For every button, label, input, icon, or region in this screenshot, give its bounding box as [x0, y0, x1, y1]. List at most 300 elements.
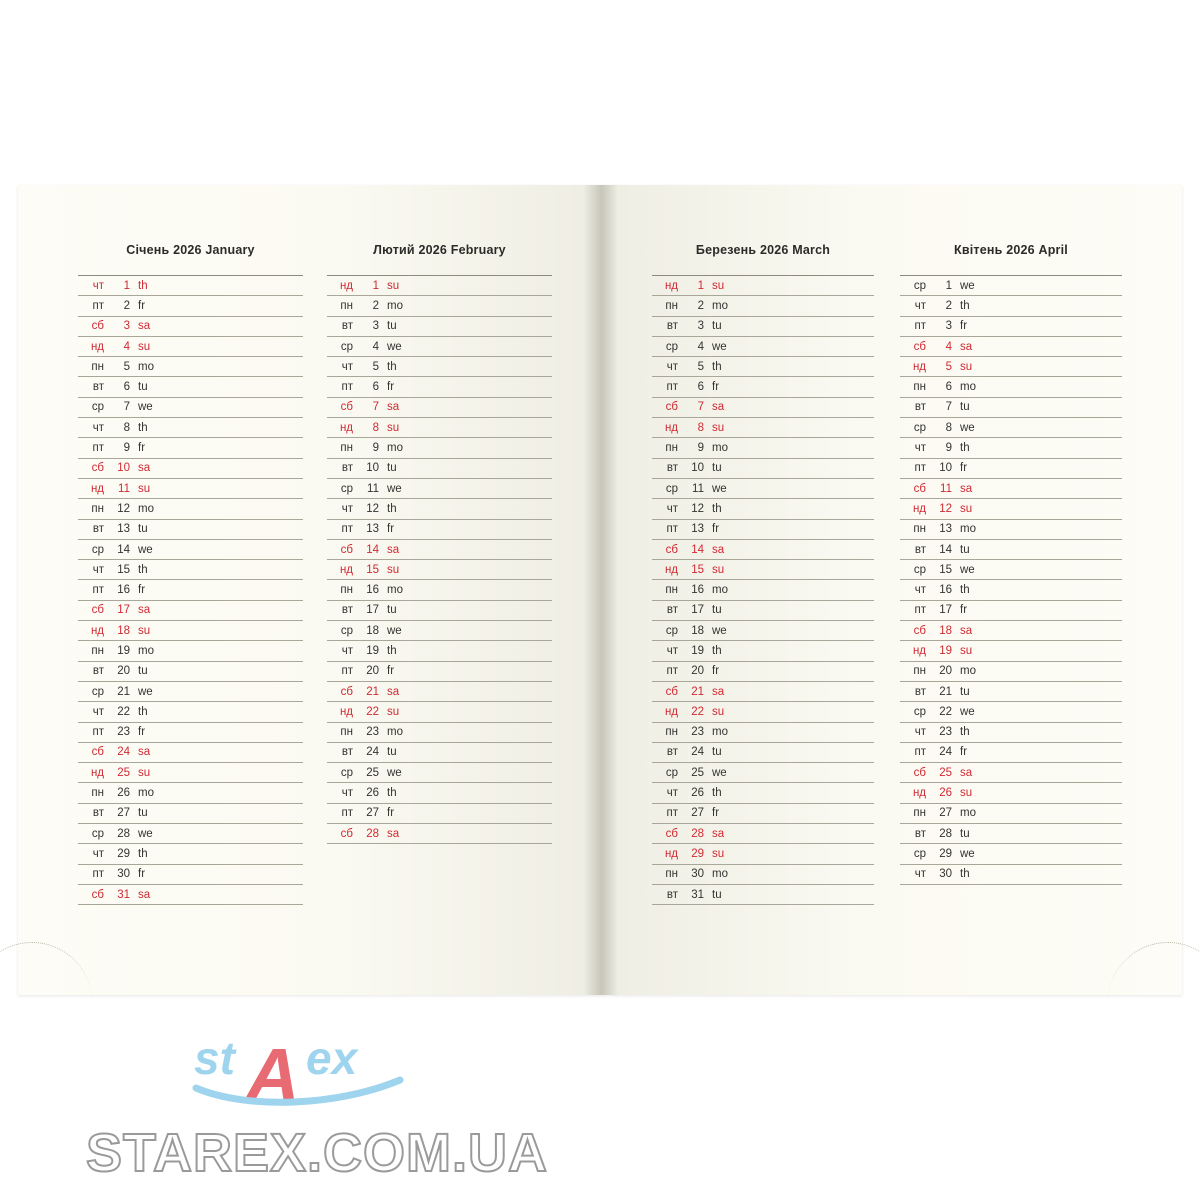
day-row — [900, 418, 1122, 438]
day-row — [327, 377, 552, 397]
day-weekday-ua: ср — [91, 543, 104, 556]
day-weekday-ua: чт — [92, 421, 104, 434]
day-weekday-en: mo — [138, 787, 154, 800]
day-row — [652, 520, 874, 540]
day-number: 13 — [939, 523, 952, 536]
day-number: 23 — [117, 726, 130, 739]
day-weekday-ua: вт — [341, 604, 353, 617]
day-weekday-en: mo — [960, 807, 976, 820]
day-number: 11 — [118, 482, 130, 495]
day-weekday-ua: вт — [92, 665, 104, 678]
day-row — [652, 357, 874, 377]
day-weekday-en: fr — [138, 442, 146, 455]
day-weekday-en: fr — [387, 807, 395, 820]
day-weekday-ua: пт — [92, 442, 104, 455]
day-weekday-ua: вт — [666, 320, 678, 333]
day-number: 9 — [123, 442, 130, 455]
day-number: 28 — [366, 827, 379, 840]
day-row — [327, 580, 552, 600]
day-weekday-ua: пт — [341, 523, 353, 536]
day-row — [78, 276, 303, 296]
day-weekday-en: sa — [712, 401, 725, 414]
day-list-march — [652, 275, 874, 905]
day-row — [652, 601, 874, 621]
day-weekday-ua: чт — [92, 279, 104, 292]
day-weekday-ua: нд — [664, 563, 678, 576]
day-number: 5 — [123, 360, 130, 373]
day-weekday-en: th — [960, 584, 970, 597]
day-weekday-ua: пн — [91, 360, 104, 373]
day-row — [327, 743, 552, 763]
day-number: 16 — [939, 584, 952, 597]
day-weekday-en: sa — [138, 888, 151, 901]
day-number: 1 — [123, 279, 130, 292]
day-weekday-ua: ср — [91, 685, 104, 698]
day-row — [327, 783, 552, 803]
day-weekday-ua: нд — [339, 705, 353, 718]
day-number: 22 — [366, 705, 379, 718]
day-weekday-en: su — [960, 502, 973, 515]
day-number: 24 — [117, 746, 130, 759]
day-number: 3 — [372, 320, 379, 333]
day-weekday-en: tu — [960, 685, 970, 698]
day-number: 8 — [697, 421, 704, 434]
month-column-april — [886, 243, 1182, 943]
day-number: 17 — [117, 604, 130, 617]
day-number: 9 — [945, 442, 952, 455]
day-weekday-en: we — [138, 401, 153, 414]
day-weekday-ua: вт — [341, 746, 353, 759]
day-number: 6 — [123, 381, 130, 394]
day-weekday-en: mo — [712, 726, 728, 739]
day-weekday-ua: пн — [913, 381, 926, 394]
day-weekday-ua: чт — [666, 502, 678, 515]
day-weekday-en: fr — [960, 320, 968, 333]
day-row — [900, 479, 1122, 499]
day-row — [900, 743, 1122, 763]
day-weekday-en: fr — [712, 807, 720, 820]
day-row — [78, 885, 303, 905]
day-weekday-en: th — [387, 787, 397, 800]
day-row — [652, 621, 874, 641]
day-row — [652, 377, 874, 397]
day-row — [900, 459, 1122, 479]
day-row — [78, 438, 303, 458]
day-number: 20 — [366, 665, 379, 678]
day-number: 26 — [117, 787, 130, 800]
website-watermark: STAREX.COM.UA — [86, 1123, 549, 1183]
day-weekday-ua: ср — [340, 624, 353, 637]
day-weekday-en: we — [387, 766, 402, 779]
day-weekday-ua: пн — [665, 584, 678, 597]
day-weekday-en: mo — [387, 299, 403, 312]
day-weekday-en: sa — [960, 766, 973, 779]
day-weekday-ua: ср — [665, 482, 678, 495]
month-column-march — [600, 243, 886, 943]
svg-text:ex: ex — [306, 1032, 358, 1084]
day-list-april — [900, 275, 1122, 885]
day-number: 24 — [366, 746, 379, 759]
day-row — [900, 438, 1122, 458]
day-row — [327, 520, 552, 540]
day-weekday-ua: пн — [91, 787, 104, 800]
day-row — [652, 276, 874, 296]
day-row — [652, 580, 874, 600]
svg-text:st: st — [194, 1032, 235, 1084]
day-weekday-en: su — [387, 563, 400, 576]
day-weekday-en: fr — [960, 746, 968, 759]
day-weekday-en: tu — [387, 320, 397, 333]
day-weekday-en: fr — [387, 665, 395, 678]
day-weekday-en: su — [138, 766, 151, 779]
day-number: 9 — [372, 442, 379, 455]
day-weekday-ua: сб — [91, 746, 104, 759]
day-weekday-ua: ср — [665, 766, 678, 779]
day-number: 23 — [939, 726, 952, 739]
day-weekday-en: mo — [960, 523, 976, 536]
day-weekday-en: mo — [138, 360, 154, 373]
day-number: 25 — [691, 766, 704, 779]
day-number: 7 — [372, 401, 379, 414]
day-number: 10 — [117, 462, 130, 475]
day-row — [900, 398, 1122, 418]
day-weekday-en: th — [712, 502, 722, 515]
day-number: 9 — [697, 442, 704, 455]
day-row — [327, 702, 552, 722]
day-weekday-ua: нд — [339, 563, 353, 576]
day-weekday-ua: пн — [91, 644, 104, 657]
day-weekday-en: mo — [960, 665, 976, 678]
day-number: 13 — [691, 523, 704, 536]
day-weekday-ua: сб — [913, 482, 926, 495]
month-column-january — [18, 243, 313, 943]
day-weekday-en: we — [138, 827, 153, 840]
day-weekday-ua: ср — [913, 705, 926, 718]
day-weekday-en: th — [387, 644, 397, 657]
day-row — [900, 377, 1122, 397]
day-weekday-en: su — [138, 340, 151, 353]
day-number: 3 — [945, 320, 952, 333]
day-weekday-en: mo — [712, 299, 728, 312]
day-weekday-en: we — [960, 421, 975, 434]
day-number: 3 — [697, 320, 704, 333]
day-row — [652, 641, 874, 661]
day-weekday-en: tu — [712, 320, 722, 333]
day-number: 8 — [945, 421, 952, 434]
day-weekday-ua: пт — [92, 299, 104, 312]
day-weekday-en: we — [712, 766, 727, 779]
day-weekday-ua: вт — [92, 381, 104, 394]
day-row — [327, 499, 552, 519]
day-number: 11 — [940, 482, 952, 495]
day-list-january — [78, 275, 303, 905]
month-title-february: Лютий 2026 February — [373, 243, 506, 257]
day-weekday-ua: сб — [91, 320, 104, 333]
day-weekday-ua: пт — [666, 381, 678, 394]
day-weekday-ua: нд — [90, 766, 104, 779]
day-weekday-ua: пт — [914, 462, 926, 475]
day-weekday-en: we — [712, 340, 727, 353]
day-number: 24 — [691, 746, 704, 759]
day-weekday-en: mo — [387, 726, 403, 739]
day-weekday-ua: сб — [340, 685, 353, 698]
day-row — [78, 377, 303, 397]
day-weekday-ua: пн — [340, 584, 353, 597]
day-row — [900, 317, 1122, 337]
day-row — [900, 865, 1122, 885]
day-number: 26 — [691, 787, 704, 800]
day-weekday-en: we — [960, 847, 975, 860]
day-weekday-en: tu — [387, 462, 397, 475]
day-weekday-ua: сб — [340, 401, 353, 414]
day-weekday-en: mo — [960, 381, 976, 394]
day-weekday-en: sa — [138, 604, 151, 617]
day-weekday-ua: пн — [913, 665, 926, 678]
day-row — [900, 540, 1122, 560]
day-weekday-ua: пт — [341, 665, 353, 678]
day-weekday-ua: пт — [914, 320, 926, 333]
day-row — [78, 702, 303, 722]
day-weekday-en: su — [712, 847, 725, 860]
day-weekday-en: fr — [138, 726, 146, 739]
day-weekday-ua: нд — [90, 482, 104, 495]
day-weekday-en: th — [712, 644, 722, 657]
day-row — [900, 824, 1122, 844]
day-number: 2 — [945, 299, 952, 312]
day-weekday-ua: чт — [92, 563, 104, 576]
day-weekday-ua: вт — [92, 807, 104, 820]
day-number: 30 — [117, 868, 130, 881]
month-title-march: Березень 2026 March — [695, 243, 831, 257]
day-weekday-en: mo — [712, 442, 728, 455]
day-row — [652, 844, 874, 864]
day-row — [327, 560, 552, 580]
day-number: 10 — [366, 462, 379, 475]
day-weekday-en: sa — [387, 543, 400, 556]
day-weekday-en: we — [712, 624, 727, 637]
day-weekday-en: su — [387, 421, 400, 434]
day-row — [652, 337, 874, 357]
day-row — [78, 743, 303, 763]
day-row — [652, 763, 874, 783]
day-weekday-ua: вт — [914, 685, 926, 698]
day-weekday-en: tu — [712, 462, 722, 475]
day-number: 19 — [117, 644, 130, 657]
day-row — [327, 479, 552, 499]
day-row — [652, 743, 874, 763]
day-number: 18 — [939, 624, 952, 637]
diary-spread — [18, 185, 1182, 995]
day-number: 18 — [117, 624, 130, 637]
day-number: 26 — [366, 787, 379, 800]
day-number: 13 — [117, 523, 130, 536]
day-weekday-en: sa — [138, 746, 151, 759]
day-weekday-ua: ср — [665, 340, 678, 353]
day-number: 19 — [939, 644, 952, 657]
day-row — [327, 804, 552, 824]
day-weekday-en: we — [387, 482, 402, 495]
day-weekday-en: su — [712, 279, 725, 292]
day-weekday-en: tu — [138, 523, 148, 536]
day-number: 12 — [691, 502, 704, 515]
day-number: 5 — [372, 360, 379, 373]
day-number: 22 — [117, 705, 130, 718]
day-row — [78, 357, 303, 377]
page-corner-arc-right — [1108, 942, 1200, 1047]
day-number: 1 — [372, 279, 379, 292]
day-row — [78, 783, 303, 803]
day-row — [900, 682, 1122, 702]
day-weekday-ua: нд — [912, 644, 926, 657]
day-weekday-ua: чт — [92, 847, 104, 860]
day-number: 15 — [117, 563, 130, 576]
day-weekday-ua: чт — [914, 299, 926, 312]
day-number: 27 — [366, 807, 379, 820]
day-number: 4 — [697, 340, 704, 353]
day-weekday-en: tu — [960, 401, 970, 414]
day-row — [78, 621, 303, 641]
day-number: 31 — [117, 888, 130, 901]
day-weekday-ua: чт — [666, 787, 678, 800]
day-weekday-en: su — [387, 279, 400, 292]
day-weekday-ua: сб — [91, 604, 104, 617]
day-number: 4 — [945, 340, 952, 353]
day-weekday-ua: вт — [666, 604, 678, 617]
day-weekday-en: mo — [138, 502, 154, 515]
day-row — [327, 641, 552, 661]
day-weekday-en: fr — [960, 604, 968, 617]
day-weekday-en: sa — [138, 462, 151, 475]
day-row — [78, 459, 303, 479]
day-row — [652, 499, 874, 519]
day-weekday-en: th — [960, 299, 970, 312]
day-weekday-en: fr — [138, 584, 146, 597]
month-title-april: Квітень 2026 April — [954, 243, 1068, 257]
day-row — [652, 824, 874, 844]
day-number: 21 — [939, 685, 952, 698]
day-number: 19 — [691, 644, 704, 657]
day-weekday-ua: сб — [340, 543, 353, 556]
day-row — [327, 763, 552, 783]
day-row — [900, 520, 1122, 540]
day-row — [78, 499, 303, 519]
day-row — [652, 783, 874, 803]
day-weekday-en: mo — [387, 584, 403, 597]
day-number: 3 — [123, 320, 130, 333]
day-number: 17 — [366, 604, 379, 617]
day-weekday-ua: пт — [341, 381, 353, 394]
day-weekday-en: mo — [387, 442, 403, 455]
day-weekday-ua: ср — [913, 563, 926, 576]
day-weekday-en: we — [138, 685, 153, 698]
day-weekday-ua: чт — [914, 726, 926, 739]
day-weekday-en: sa — [960, 624, 973, 637]
day-weekday-en: tu — [387, 746, 397, 759]
day-number: 29 — [939, 847, 952, 860]
day-number: 14 — [117, 543, 130, 556]
day-weekday-en: th — [960, 868, 970, 881]
day-row — [327, 682, 552, 702]
day-weekday-en: we — [960, 279, 975, 292]
day-weekday-en: we — [387, 340, 402, 353]
day-number: 16 — [117, 584, 130, 597]
day-weekday-en: tu — [138, 665, 148, 678]
day-weekday-en: sa — [712, 685, 725, 698]
day-weekday-ua: пт — [666, 523, 678, 536]
day-row — [78, 418, 303, 438]
day-weekday-ua: сб — [91, 462, 104, 475]
day-weekday-ua: пт — [341, 807, 353, 820]
day-number: 21 — [366, 685, 379, 698]
day-row — [900, 723, 1122, 743]
day-weekday-ua: чт — [666, 644, 678, 657]
day-weekday-en: th — [387, 502, 397, 515]
day-weekday-ua: чт — [914, 868, 926, 881]
day-number: 30 — [939, 868, 952, 881]
day-number: 12 — [939, 502, 952, 515]
day-row — [78, 540, 303, 560]
day-number: 12 — [366, 502, 379, 515]
day-number: 23 — [691, 726, 704, 739]
day-weekday-ua: нд — [339, 279, 353, 292]
day-weekday-ua: чт — [666, 360, 678, 373]
day-weekday-ua: вт — [341, 462, 353, 475]
day-weekday-ua: ср — [340, 766, 353, 779]
day-weekday-ua: вт — [914, 827, 926, 840]
day-row — [327, 601, 552, 621]
day-weekday-en: th — [712, 360, 722, 373]
day-weekday-ua: пн — [665, 299, 678, 312]
day-row — [900, 296, 1122, 316]
day-weekday-en: th — [138, 279, 148, 292]
day-row — [327, 317, 552, 337]
day-weekday-ua: нд — [912, 502, 926, 515]
day-row — [327, 621, 552, 641]
day-number: 2 — [697, 299, 704, 312]
day-weekday-ua: ср — [913, 421, 926, 434]
day-row — [327, 438, 552, 458]
day-weekday-en: th — [138, 421, 148, 434]
day-number: 12 — [117, 502, 130, 515]
day-row — [900, 337, 1122, 357]
day-weekday-en: th — [138, 563, 148, 576]
day-number: 15 — [939, 563, 952, 576]
day-number: 27 — [939, 807, 952, 820]
day-row — [78, 520, 303, 540]
day-weekday-ua: пт — [92, 584, 104, 597]
day-weekday-en: we — [387, 624, 402, 637]
day-weekday-ua: пт — [914, 604, 926, 617]
day-weekday-ua: сб — [665, 543, 678, 556]
day-weekday-ua: чт — [341, 787, 353, 800]
day-weekday-en: su — [960, 644, 973, 657]
day-number: 29 — [117, 847, 130, 860]
day-weekday-ua: пн — [91, 502, 104, 515]
day-weekday-en: su — [387, 705, 400, 718]
day-row — [78, 763, 303, 783]
day-weekday-ua: нд — [664, 279, 678, 292]
day-row — [652, 418, 874, 438]
day-row — [327, 662, 552, 682]
day-number: 16 — [691, 584, 704, 597]
day-number: 20 — [117, 665, 130, 678]
day-number: 4 — [372, 340, 379, 353]
day-row — [900, 357, 1122, 377]
day-weekday-en: su — [960, 787, 973, 800]
day-number: 8 — [372, 421, 379, 434]
day-number: 20 — [939, 665, 952, 678]
day-row — [652, 438, 874, 458]
